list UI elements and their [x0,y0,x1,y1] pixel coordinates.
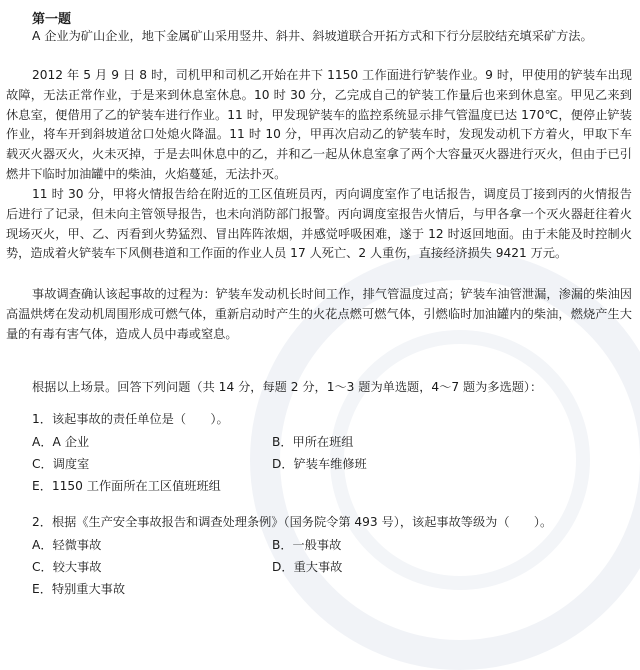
question-2-option-e[interactable]: E．特别重大事故 [32,582,126,596]
question-title: 第一题 [32,12,72,27]
case-paragraph-1: A 企业为矿山企业，地下金属矿山采用竖井、斜井、斜坡道联合开拓方式和下行分层胶结充填采矿方法。 [32,29,593,43]
question-2-option-a[interactable]: A．轻微事故 [32,538,102,552]
case-paragraph-3: 11 时 30 分，甲将火情报告给在附近的工区值班员丙，丙向调度室作了电话报告，调度员丁接到丙的火情报告后进行了记录，但未向主管领导报告，也未向消防部门报警。丙向调度室报告火情后，与甲各拿一个灭火器赶往着火现场灭火，甲、乙、丙看到火势猛烈、冒出阵阵浓烟，并感觉呼吸困难，遂于 12 时返回地面。由于未能及时控制火势，造成着火铲装车下风侧巷道和工作面的作业人员 17 人死亡、2 人重伤，直接经济损失 9421 万元。 [6,187,632,261]
question-2-stem: 2．根据《生产安全事故报告和调查处理条例》（国务院令第 493 号），该起事故等级为（ ）。 [32,515,553,529]
question-1-option-d[interactable]: D．铲装车维修班 [272,457,367,471]
question-1-option-b[interactable]: B．甲所在班组 [272,435,354,449]
question-2-option-d[interactable]: D．重大事故 [272,560,343,574]
question-1-stem: 1．该起事故的责任单位是（ ）。 [32,412,229,426]
case-paragraph-4: 事故调查确认该起事故的过程为：铲装车发动机长时间工作，排气管温度过高；铲装车油管泄漏，渗漏的柴油因高温烘烤在发动机周围形成可燃气体，重新启动时产生的火花点燃可燃气体，引燃临时加油罐内的柴油，燃烧产生大量的有毒有害气体，造成人员中毒或窒息。 [6,287,632,341]
question-2-option-c[interactable]: C．较大事故 [32,560,102,574]
question-1-option-c[interactable]: C．调度室 [32,457,90,471]
case-paragraph-2: 2012 年 5 月 9 日 8 时，司机甲和司机乙开始在井下 1150 工作面进行铲装作业。9 时，甲使用的铲装车出现故障，无法正常作业，于是来到休息室休息。10 时 30 分，乙完成自己的铲装工作量后也来到休息室。甲见乙来到休息室，便借用了乙的铲装车进行作业。11 时，甲发现铲装车的监控系统显示排气管温度已达 170℃，便停止铲装作业，将车开到斜坡道岔口处熄火降温。11 时 10 分，甲再次启动乙的铲装车时，发现发动机下方着火，甲取下车载灭火器灭火，火未灭掉，于是去叫休息中的乙，并和乙一起从休息室拿了两个大容量灭火器进行灭火，但由于已引燃井下临时加油罐中的柴油，火焰蔓延，无法扑灭。 [6,68,632,181]
question-1-option-e[interactable]: E．1150 工作面所在工区值班班组 [32,479,221,493]
question-2-option-b[interactable]: B．一般事故 [272,538,342,552]
question-1-option-a[interactable]: A．A 企业 [32,435,90,449]
instructions: 根据以上场景。回答下列问题（共 14 分，每题 2 分，1～3 题为单选题，4～7 题为多选题）： [32,380,543,394]
